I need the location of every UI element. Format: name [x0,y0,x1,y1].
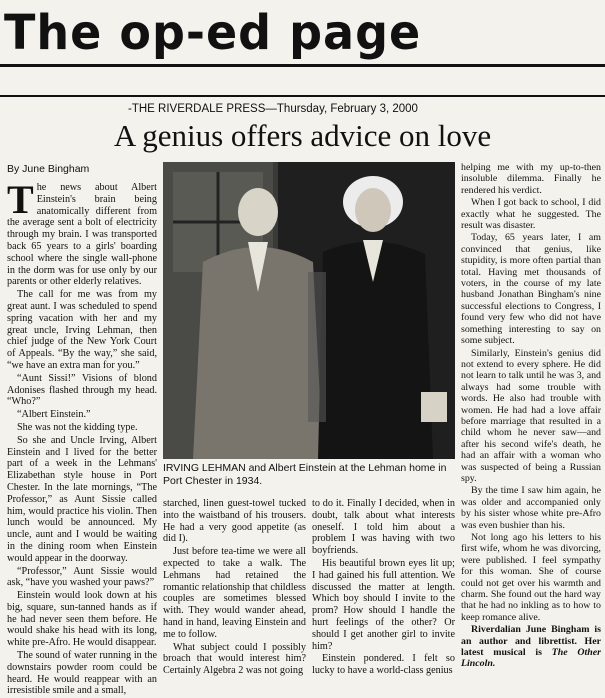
paragraph: Today, 65 years later, I am convinced that genius, like stupidity, is more often partial than total. Having met thousands of voters, in the course of my late husband Jonathan Bingham's nine successful elections to Congress, I found very few who did not have something interesting to say on some subject. [461,232,601,347]
paragraph: Einstein would look down at his big, square, sun-tanned hands as if he had never seen them before. He would shake his head with its long, white pre-Afro. He would disappear. [7,590,157,649]
paragraph: “Albert Einstein.” [17,409,91,421]
article-column-1 [7,177,157,698]
dateline: -THE RIVERDALE PRESS—Thursday, February 3, 2000 [128,103,418,115]
article-column-2 [163,498,306,678]
paragraph: “Professor,” Aunt Sissie would ask, “have you washed your paws?” [7,565,157,589]
byline: By June Bingham [7,163,90,175]
paragraph: So she and Uncle Irving, Albert Einstein and I lived for the better part of a week in the Lehmans' Elizabethan style house in Port Chester. In the late mornings, “The Professor,” as Aunt Sissie called him, would practice his violin. Then lunch would be announced. My uncle, aunt and I would be waiting in the dining room when Einstein would appear in the doorway. [7,434,157,564]
headline: A genius offers advice on love [113,118,492,153]
paragraph: The news about Albert Einstein's brain being anatomically different from the average sent a bolt of electricity through my brain. I was transported back 65 years to a girls' boarding school where the single wall-phone in the dorm was for use only by our parents or other elderly relatives. [7,177,157,288]
drop-cap: T [7,177,34,222]
photo-caption: IRVING LEHMAN and Albert Einstein at the Lehman home in Port Chester in 1934. [163,462,447,487]
paragraph: Similarly, Einstein's genius did not extend to every sphere. He did not learn to talk until he was 3, and always had some trouble with words. He also had trouble with women. He had had a love affair before marriage that resulted in a child whom he never saw—and after his second wife's death, he had an affair with a woman who was suspected of being a Russian spy. [461,347,601,484]
photo-illustration [163,162,455,459]
paragraph: The call for me was from my great aunt. I was scheduled to spend spring vacation with her and my great uncle, Irving Lehman, then chief judge of the New York Court of Appeals. “By the way,” she said, “we have an extra man for you.” [7,289,157,371]
paragraph: “Aunt Sissi!” Visions of blond Adonises flashed through my head. “Who?” [7,372,157,408]
paragraph: Not long ago his letters to his first wife, whom he was divorcing, were published. I feel sympathy for this woman. She of course could not get over his warmth and charm. She found out the hard way that he had no inkling as to how to keep romance alive. [461,532,601,623]
article-column-4 [461,162,601,671]
paragraph: to do it. Finally I decided, when in doubt, talk about what interests oneself. I told him about a problem I was having with two boyfriends. [312,498,455,557]
author-bio: Riverdalian June Bingham is an author and librettist. Her latest musical is The Other Lincoln. [461,624,601,670]
masthead-rule [0,64,605,67]
paragraph: By the time I saw him again, he was older and accompanied only by his sister whose white pre-Afro was even bushier than his. [461,485,601,531]
paragraph: The sound of water running in the downstairs powder room could be heard. He would reappear with an irresistible smile and a small, [7,650,157,697]
paragraph: What subject could I possibly broach that would interest him? Certainly Algebra 2 was not going [163,641,306,677]
paragraph: When I got back to school, I did exactly what he suggested. The result was disaster. [461,197,601,232]
paragraph: helping me with my up-to-then insoluble dilemma. Finally he rendered his verdict. [461,162,601,196]
paragraph: His beautiful brown eyes lit up; I had gained his full attention. We discussed the matter at length. Which boy should I invite to the prom? How should I handle the hurt feelings of the other? Or should I get another girl to invite him? [312,557,455,652]
masthead-title: The op-ed page [4,3,422,61]
paragraph: She was not the kidding type. [17,421,138,433]
article-column-3 [312,498,455,678]
paragraph: Einstein pondered. I felt so lucky to have a world-class genius [312,653,455,677]
paragraph: starched, linen guest-towel tucked into the waistband of his trousers. He had a very good appetite (as did I). [163,498,306,545]
article-photo [163,162,455,459]
paragraph: Just before tea-time we were all expected to take a walk. The Lehmans had retained the romantic relationship that childless couples are sometimes blessed with. They would wander ahead, hand in hand, leaving Einstein and me to follow. [163,546,306,640]
dateline-rule [0,95,605,97]
